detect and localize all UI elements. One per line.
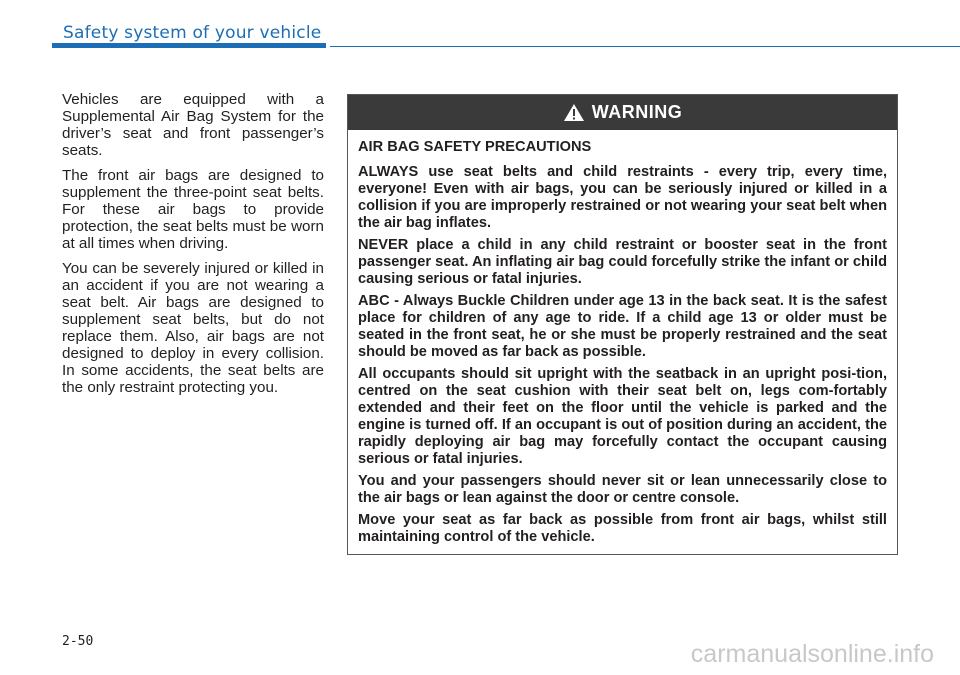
watermark: carmanualsonline.info	[690, 640, 934, 668]
page-number: 2-50	[62, 634, 94, 649]
warning-paragraph: Move your seat as far back as possible from front air bags, whilst still maintaining control of the vehicle.	[358, 512, 887, 545]
warning-paragraph: ALWAYS use seat belts and child restraints - every trip, every time, everyone! Even with air bags, you can be seriously injured or killed in a collision if you are improperly restrained or not wearing your seat belt when the air bag inflates.	[358, 164, 887, 231]
warning-triangle-icon	[563, 103, 585, 122]
warning-header	[348, 95, 897, 130]
warning-paragraph: You and your passengers should never sit or lean unnecessarily close to the air bags or lean against the door or centre console.	[358, 473, 887, 506]
warning-label: WARNING	[591, 102, 683, 122]
warning-box	[347, 94, 898, 555]
warning-paragraph: All occupants should sit upright with the seatback in an upright posi-tion, centred on the seat cushion with their seat belt on, legs com-fortably extended and their feet on the floor until the vehicle is parked and the engine is turned off. If an occupant is out of position during an accident, the rapidly deploying air bag may forcefully contact the occupant causing serious or fatal injuries.	[358, 366, 887, 467]
intro-paragraph: The front air bags are designed to supplement the three-point seat belts. For these air bags to provide protection, the seat belts must be worn at all times when driving.	[62, 167, 324, 252]
warning-body	[348, 130, 897, 546]
warning-heading: AIR BAG SAFETY PRECAUTIONS	[358, 139, 592, 155]
intro-paragraph: Vehicles are equipped with a Supplemental Air Bag System for the driver’s seat and front passenger’s seats.	[62, 91, 324, 159]
intro-paragraph: You can be severely injured or killed in an accident if you are not wearing a seat belt. Air bags are designed to supplement seat belts, but do not replace them. Also, air bags are not designed to deploy in every collision. In some accidents, the seat belts are the only restraint protecting you.	[62, 260, 324, 396]
header-rule-thick	[52, 43, 326, 48]
intro-text-column	[62, 91, 324, 404]
section-title: Safety system of your vehicle	[63, 23, 322, 43]
warning-paragraph: NEVER place a child in any child restraint or booster seat in the front passenger seat. An inflating air bag could forcefully strike the infant or child causing serious or fatal injuries.	[358, 237, 887, 287]
warning-paragraph: ABC - Always Buckle Children under age 13 in the back seat. It is the safest place for children of any age to ride. If a child age 13 or older must be seated in the front seat, he or she must be properly restrained and the seat should be moved as far back as possible.	[358, 293, 887, 360]
header-rule-thin	[330, 46, 960, 47]
